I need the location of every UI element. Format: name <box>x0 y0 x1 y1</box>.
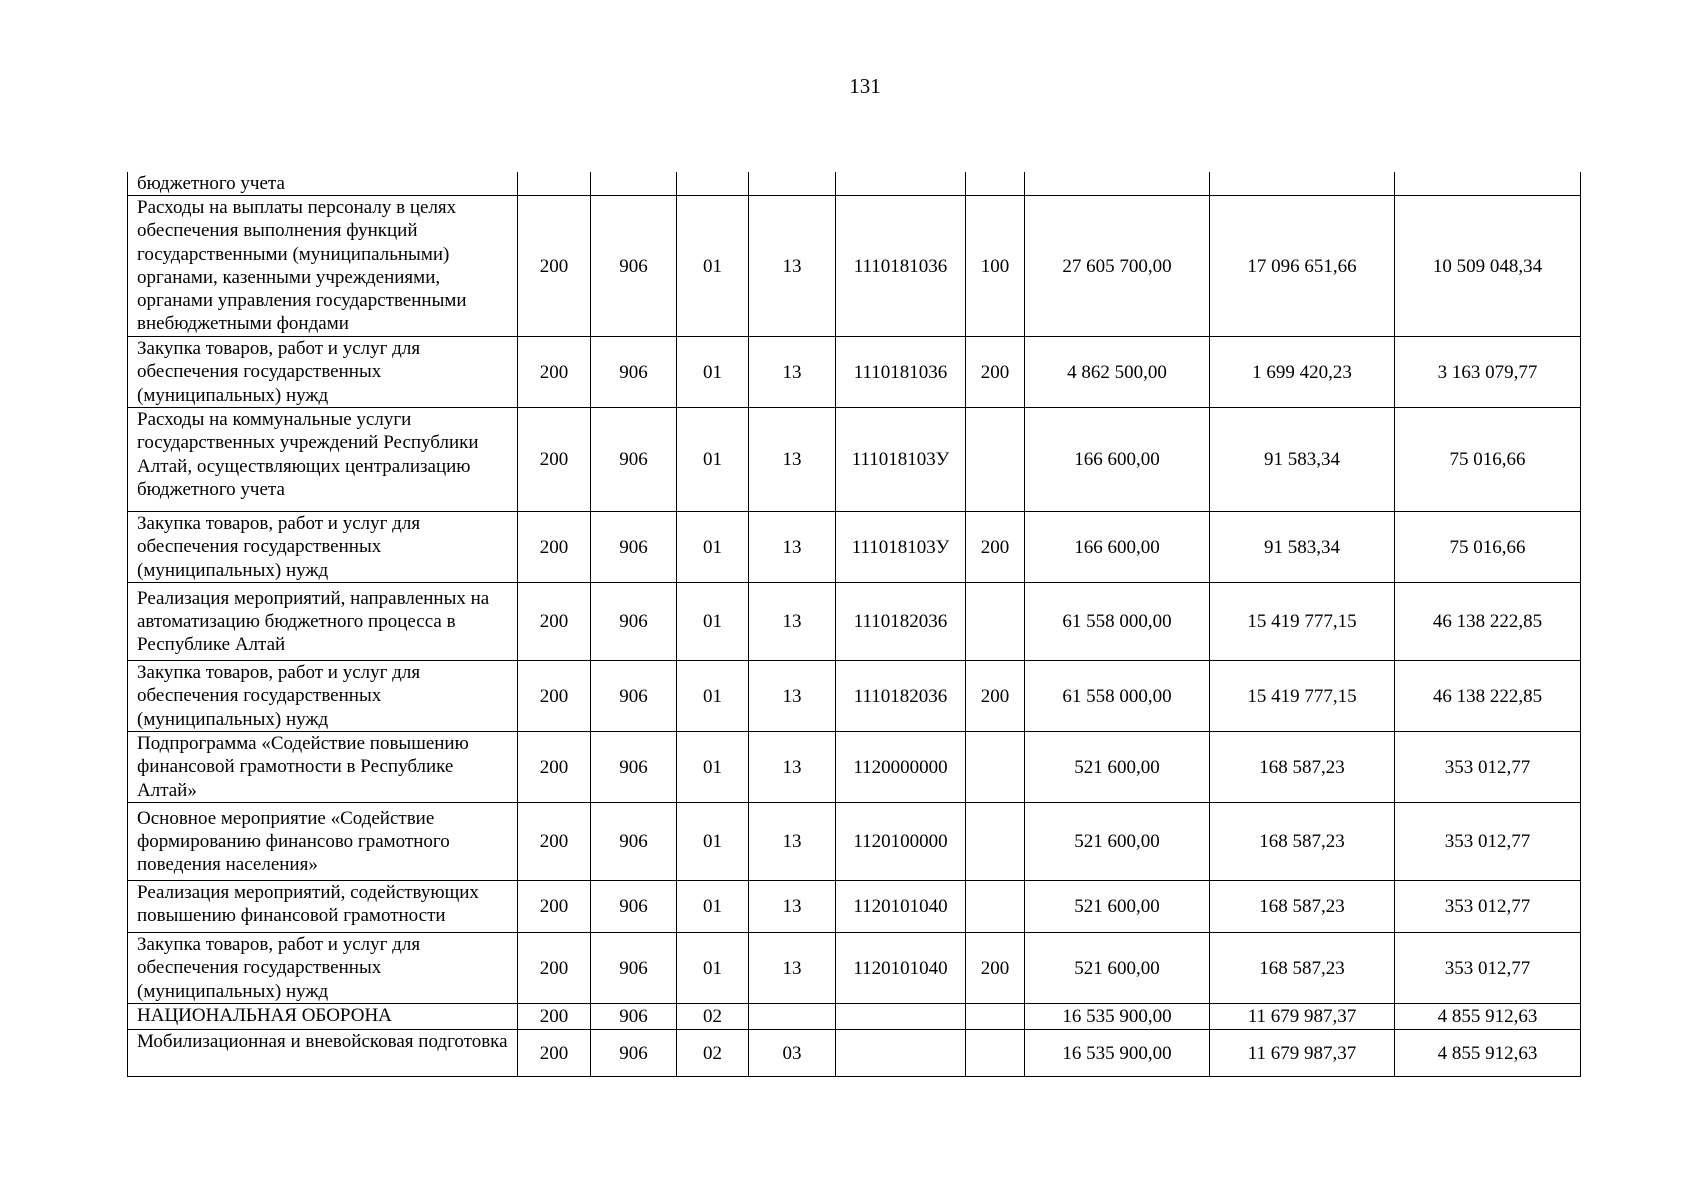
plan-amount-cell: 27 605 700,00 <box>1025 196 1210 337</box>
grbs-cell: 906 <box>591 408 677 512</box>
subsection-cell: 13 <box>749 661 836 732</box>
rz-cell: 200 <box>518 583 591 661</box>
executed-amount-cell: 91 583,34 <box>1210 408 1395 512</box>
table-row <box>128 1030 1581 1077</box>
plan-amount-cell: 166 600,00 <box>1025 512 1210 583</box>
rz-cell: 200 <box>518 1004 591 1030</box>
section-cell: 02 <box>677 1004 749 1030</box>
plan-amount-cell: 61 558 000,00 <box>1025 661 1210 732</box>
rz-cell: 200 <box>518 661 591 732</box>
section-cell: 01 <box>677 512 749 583</box>
row-name-cell: Подпрограмма «Содействие повышению финансовой грамотности в Республике Алтай» <box>128 732 518 803</box>
row-name-cell: бюджетного учета <box>128 172 518 196</box>
remaining-amount-cell: 353 012,77 <box>1395 732 1581 803</box>
vr-cell: 200 <box>966 512 1025 583</box>
csr-cell: 1120101040 <box>836 881 966 933</box>
budget-table <box>127 172 1581 1077</box>
vr-cell <box>966 881 1025 933</box>
section-cell: 01 <box>677 803 749 881</box>
table-row <box>128 1004 1581 1030</box>
rz-cell: 200 <box>518 512 591 583</box>
plan-amount-cell: 166 600,00 <box>1025 408 1210 512</box>
executed-amount-cell: 15 419 777,15 <box>1210 583 1395 661</box>
vr-cell <box>966 1004 1025 1030</box>
table-row <box>128 408 1581 512</box>
remaining-amount-cell: 46 138 222,85 <box>1395 583 1581 661</box>
csr-cell: 1120000000 <box>836 732 966 803</box>
row-name-cell: Закупка товаров, работ и услуг для обеспечения государственных (муниципальных) нужд <box>128 661 518 732</box>
vr-cell <box>966 583 1025 661</box>
grbs-cell: 906 <box>591 1030 677 1077</box>
subsection-cell: 13 <box>749 803 836 881</box>
row-name-cell: Расходы на коммунальные услуги государственных учреждений Республики Алтай, осуществляющих централизацию бюджетного учета <box>128 408 518 512</box>
subsection-cell: 13 <box>749 583 836 661</box>
remaining-amount-cell: 353 012,77 <box>1395 803 1581 881</box>
executed-amount-cell: 1 699 420,23 <box>1210 337 1395 408</box>
vr-cell <box>966 408 1025 512</box>
table-row <box>128 661 1581 732</box>
plan-amount-cell: 521 600,00 <box>1025 881 1210 933</box>
executed-amount-cell: 168 587,23 <box>1210 803 1395 881</box>
remaining-amount-cell: 75 016,66 <box>1395 512 1581 583</box>
grbs-cell: 906 <box>591 512 677 583</box>
grbs-cell <box>591 172 677 196</box>
csr-cell: 111018103У <box>836 512 966 583</box>
table-row <box>128 337 1581 408</box>
executed-amount-cell: 11 679 987,37 <box>1210 1004 1395 1030</box>
csr-cell <box>836 1004 966 1030</box>
section-cell: 01 <box>677 881 749 933</box>
plan-amount-cell: 521 600,00 <box>1025 803 1210 881</box>
executed-amount-cell: 168 587,23 <box>1210 933 1395 1004</box>
section-cell: 01 <box>677 408 749 512</box>
plan-amount-cell <box>1025 172 1210 196</box>
section-cell: 01 <box>677 661 749 732</box>
table-row <box>128 933 1581 1004</box>
table-row <box>128 583 1581 661</box>
csr-cell <box>836 1030 966 1077</box>
grbs-cell: 906 <box>591 1004 677 1030</box>
plan-amount-cell: 521 600,00 <box>1025 933 1210 1004</box>
subsection-cell: 13 <box>749 337 836 408</box>
rz-cell: 200 <box>518 732 591 803</box>
vr-cell <box>966 803 1025 881</box>
remaining-amount-cell: 353 012,77 <box>1395 933 1581 1004</box>
grbs-cell: 906 <box>591 881 677 933</box>
remaining-amount-cell: 46 138 222,85 <box>1395 661 1581 732</box>
subsection-cell: 13 <box>749 933 836 1004</box>
remaining-amount-cell: 75 016,66 <box>1395 408 1581 512</box>
rz-cell: 200 <box>518 408 591 512</box>
subsection-cell <box>749 1004 836 1030</box>
table-body <box>128 172 1581 1077</box>
plan-amount-cell: 16 535 900,00 <box>1025 1004 1210 1030</box>
csr-cell: 1110181036 <box>836 196 966 337</box>
section-cell <box>677 172 749 196</box>
remaining-amount-cell: 10 509 048,34 <box>1395 196 1581 337</box>
csr-cell: 1110181036 <box>836 337 966 408</box>
table-row <box>128 732 1581 803</box>
remaining-amount-cell: 3 163 079,77 <box>1395 337 1581 408</box>
rz-cell: 200 <box>518 881 591 933</box>
vr-cell: 200 <box>966 661 1025 732</box>
row-name-cell: Закупка товаров, работ и услуг для обеспечения государственных (муниципальных) нужд <box>128 512 518 583</box>
plan-amount-cell: 4 862 500,00 <box>1025 337 1210 408</box>
row-name-cell: Расходы на выплаты персоналу в целях обеспечения выполнения функций государственными (муниципальными) органами, казенными учреждениями, органами управления государственными внебюджетными фондами <box>128 196 518 337</box>
rz-cell: 200 <box>518 803 591 881</box>
csr-cell: 1110182036 <box>836 661 966 732</box>
grbs-cell: 906 <box>591 196 677 337</box>
section-cell: 01 <box>677 933 749 1004</box>
section-cell: 01 <box>677 196 749 337</box>
section-cell: 01 <box>677 732 749 803</box>
grbs-cell: 906 <box>591 583 677 661</box>
executed-amount-cell <box>1210 172 1395 196</box>
table-row <box>128 196 1581 337</box>
page-number: 131 <box>849 74 881 98</box>
table-row <box>128 881 1581 933</box>
plan-amount-cell: 61 558 000,00 <box>1025 583 1210 661</box>
vr-cell <box>966 732 1025 803</box>
subsection-cell: 13 <box>749 512 836 583</box>
vr-cell: 200 <box>966 337 1025 408</box>
remaining-amount-cell <box>1395 172 1581 196</box>
row-name-cell: Мобилизационная и вневойсковая подготовка <box>128 1030 518 1077</box>
section-cell: 01 <box>677 583 749 661</box>
csr-cell: 1110182036 <box>836 583 966 661</box>
rz-cell: 200 <box>518 196 591 337</box>
vr-cell: 200 <box>966 933 1025 1004</box>
csr-cell: 111018103У <box>836 408 966 512</box>
row-name-cell: Закупка товаров, работ и услуг для обеспечения государственных (муниципальных) нужд <box>128 337 518 408</box>
plan-amount-cell: 521 600,00 <box>1025 732 1210 803</box>
section-cell: 01 <box>677 337 749 408</box>
grbs-cell: 906 <box>591 933 677 1004</box>
vr-cell: 100 <box>966 196 1025 337</box>
csr-cell: 1120101040 <box>836 933 966 1004</box>
vr-cell <box>966 1030 1025 1077</box>
remaining-amount-cell: 4 855 912,63 <box>1395 1004 1581 1030</box>
row-name-cell: Реализация мероприятий, содействующих повышению финансовой грамотности <box>128 881 518 933</box>
executed-amount-cell: 11 679 987,37 <box>1210 1030 1395 1077</box>
table-row <box>128 172 1581 196</box>
vr-cell <box>966 172 1025 196</box>
executed-amount-cell: 91 583,34 <box>1210 512 1395 583</box>
grbs-cell: 906 <box>591 732 677 803</box>
section-cell: 02 <box>677 1030 749 1077</box>
table-row <box>128 803 1581 881</box>
remaining-amount-cell: 4 855 912,63 <box>1395 1030 1581 1077</box>
executed-amount-cell: 17 096 651,66 <box>1210 196 1395 337</box>
csr-cell: 1120100000 <box>836 803 966 881</box>
rz-cell: 200 <box>518 1030 591 1077</box>
executed-amount-cell: 15 419 777,15 <box>1210 661 1395 732</box>
table-row <box>128 512 1581 583</box>
row-name-cell: Реализация мероприятий, направленных на автоматизацию бюджетного процесса в Республике Алтай <box>128 583 518 661</box>
rz-cell: 200 <box>518 337 591 408</box>
executed-amount-cell: 168 587,23 <box>1210 732 1395 803</box>
plan-amount-cell: 16 535 900,00 <box>1025 1030 1210 1077</box>
row-name-cell: Закупка товаров, работ и услуг для обеспечения государственных (муниципальных) нужд <box>128 933 518 1004</box>
row-name-cell: НАЦИОНАЛЬНАЯ ОБОРОНА <box>128 1004 518 1030</box>
rz-cell <box>518 172 591 196</box>
executed-amount-cell: 168 587,23 <box>1210 881 1395 933</box>
subsection-cell: 13 <box>749 196 836 337</box>
remaining-amount-cell: 353 012,77 <box>1395 881 1581 933</box>
grbs-cell: 906 <box>591 803 677 881</box>
csr-cell <box>836 172 966 196</box>
subsection-cell <box>749 172 836 196</box>
rz-cell: 200 <box>518 933 591 1004</box>
subsection-cell: 13 <box>749 881 836 933</box>
grbs-cell: 906 <box>591 661 677 732</box>
grbs-cell: 906 <box>591 337 677 408</box>
subsection-cell: 13 <box>749 732 836 803</box>
subsection-cell: 13 <box>749 408 836 512</box>
row-name-cell: Основное мероприятие «Содействие формированию финансово грамотного поведения населения» <box>128 803 518 881</box>
subsection-cell: 03 <box>749 1030 836 1077</box>
